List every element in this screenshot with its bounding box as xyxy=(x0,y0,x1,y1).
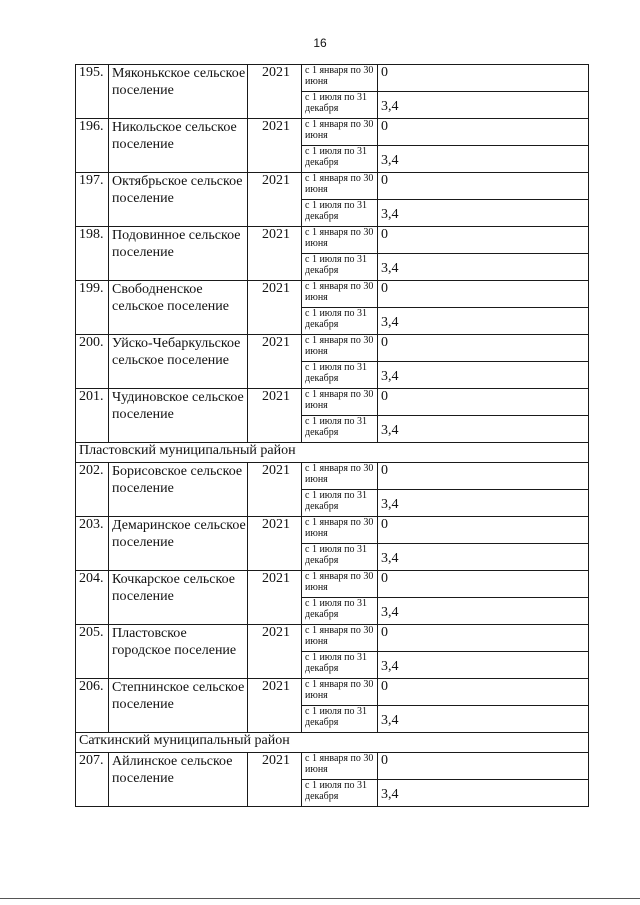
row-number: 199. xyxy=(76,281,109,335)
table-row xyxy=(76,119,589,146)
settlement-name: Уйско-Чебаркульское сельское поселение xyxy=(109,335,248,389)
period-first-half: с 1 января по 30 июня xyxy=(302,571,378,598)
period-second-half: с 1 июля по 31 декабря xyxy=(302,308,378,335)
year-cell: 2021 xyxy=(248,625,302,679)
settlement-name: Мяконькское сельское поселение xyxy=(109,65,248,119)
table-row xyxy=(76,281,589,308)
year-cell: 2021 xyxy=(248,227,302,281)
rate-first-half: 0 xyxy=(378,119,589,146)
period-first-half: с 1 января по 30 июня xyxy=(302,753,378,780)
rate-second-half: 3,4 xyxy=(378,92,589,119)
rate-second-half: 3,4 xyxy=(378,416,589,443)
year-cell: 2021 xyxy=(248,119,302,173)
year-cell: 2021 xyxy=(248,571,302,625)
row-number: 203. xyxy=(76,517,109,571)
row-number: 195. xyxy=(76,65,109,119)
rate-first-half: 0 xyxy=(378,227,589,254)
district-name: Пластовский муниципальный район xyxy=(76,443,589,463)
table-row xyxy=(76,389,589,416)
rate-second-half: 3,4 xyxy=(378,598,589,625)
period-second-half: с 1 июля по 31 декабря xyxy=(302,706,378,733)
settlement-name: Чудиновское сельское поселение xyxy=(109,389,248,443)
rate-second-half: 3,4 xyxy=(378,652,589,679)
year-cell: 2021 xyxy=(248,173,302,227)
period-second-half: с 1 июля по 31 декабря xyxy=(302,200,378,227)
period-first-half: с 1 января по 30 июня xyxy=(302,517,378,544)
table-row xyxy=(76,227,589,254)
rate-first-half: 0 xyxy=(378,679,589,706)
period-second-half: с 1 июля по 31 декабря xyxy=(302,490,378,517)
rate-first-half: 0 xyxy=(378,753,589,780)
table-row xyxy=(76,173,589,200)
year-cell: 2021 xyxy=(248,389,302,443)
year-cell: 2021 xyxy=(248,335,302,389)
table-row xyxy=(76,65,589,92)
period-first-half: с 1 января по 30 июня xyxy=(302,463,378,490)
rate-second-half: 3,4 xyxy=(378,146,589,173)
row-number: 200. xyxy=(76,335,109,389)
period-first-half: с 1 января по 30 июня xyxy=(302,389,378,416)
row-number: 204. xyxy=(76,571,109,625)
period-first-half: с 1 января по 30 июня xyxy=(302,679,378,706)
row-number: 196. xyxy=(76,119,109,173)
period-first-half: с 1 января по 30 июня xyxy=(302,227,378,254)
page-number: 16 xyxy=(313,36,327,50)
row-number: 198. xyxy=(76,227,109,281)
district-row xyxy=(76,443,589,463)
rate-first-half: 0 xyxy=(378,571,589,598)
period-second-half: с 1 июля по 31 декабря xyxy=(302,780,378,807)
rate-second-half: 3,4 xyxy=(378,200,589,227)
settlement-name: Борисовское сельское поселение xyxy=(109,463,248,517)
rate-first-half: 0 xyxy=(378,281,589,308)
year-cell: 2021 xyxy=(248,463,302,517)
year-cell: 2021 xyxy=(248,679,302,733)
table-row xyxy=(76,753,589,780)
rate-first-half: 0 xyxy=(378,625,589,652)
rate-second-half: 3,4 xyxy=(378,362,589,389)
period-first-half: с 1 января по 30 июня xyxy=(302,625,378,652)
period-second-half: с 1 июля по 31 декабря xyxy=(302,544,378,571)
settlement-name: Кочкарское сельское поселение xyxy=(109,571,248,625)
period-first-half: с 1 января по 30 июня xyxy=(302,119,378,146)
table-row xyxy=(76,571,589,598)
rate-second-half: 3,4 xyxy=(378,780,589,807)
settlement-name: Октябрьское сельское поселение xyxy=(109,173,248,227)
year-cell: 2021 xyxy=(248,65,302,119)
period-second-half: с 1 июля по 31 декабря xyxy=(302,362,378,389)
rate-first-half: 0 xyxy=(378,335,589,362)
period-second-half: с 1 июля по 31 декабря xyxy=(302,598,378,625)
rate-second-half: 3,4 xyxy=(378,706,589,733)
settlement-name: Никольское сельское поселение xyxy=(109,119,248,173)
rate-first-half: 0 xyxy=(378,517,589,544)
settlement-name: Свободненское сельское поселение xyxy=(109,281,248,335)
period-second-half: с 1 июля по 31 декабря xyxy=(302,254,378,281)
settlement-name: Пластовское городское поселение xyxy=(109,625,248,679)
period-second-half: с 1 июля по 31 декабря xyxy=(302,92,378,119)
row-number: 197. xyxy=(76,173,109,227)
period-second-half: с 1 июля по 31 декабря xyxy=(302,146,378,173)
district-name: Саткинский муниципальный район xyxy=(76,733,589,753)
row-number: 207. xyxy=(76,753,109,807)
rate-first-half: 0 xyxy=(378,65,589,92)
settlement-name: Айлинское сельское поселение xyxy=(109,753,248,807)
period-second-half: с 1 июля по 31 декабря xyxy=(302,416,378,443)
rate-first-half: 0 xyxy=(378,173,589,200)
row-number: 206. xyxy=(76,679,109,733)
settlement-name: Степнинское сельское поселение xyxy=(109,679,248,733)
row-number: 201. xyxy=(76,389,109,443)
settlement-name: Демаринское сельское поселение xyxy=(109,517,248,571)
period-first-half: с 1 января по 30 июня xyxy=(302,281,378,308)
year-cell: 2021 xyxy=(248,517,302,571)
period-first-half: с 1 января по 30 июня xyxy=(302,335,378,362)
rate-second-half: 3,4 xyxy=(378,254,589,281)
table-body xyxy=(76,65,589,807)
rate-second-half: 3,4 xyxy=(378,544,589,571)
settlement-name: Подовинное сельское поселение xyxy=(109,227,248,281)
table-row xyxy=(76,463,589,490)
table-row xyxy=(76,335,589,362)
period-first-half: с 1 января по 30 июня xyxy=(302,173,378,200)
rate-first-half: 0 xyxy=(378,389,589,416)
period-second-half: с 1 июля по 31 декабря xyxy=(302,652,378,679)
period-first-half: с 1 января по 30 июня xyxy=(302,65,378,92)
rate-second-half: 3,4 xyxy=(378,490,589,517)
rate-first-half: 0 xyxy=(378,463,589,490)
page-bottom-rule xyxy=(0,898,640,899)
table-row xyxy=(76,517,589,544)
district-row xyxy=(76,733,589,753)
row-number: 202. xyxy=(76,463,109,517)
rates-table xyxy=(75,64,589,807)
year-cell: 2021 xyxy=(248,281,302,335)
table-row xyxy=(76,679,589,706)
table-row xyxy=(76,625,589,652)
year-cell: 2021 xyxy=(248,753,302,807)
rate-second-half: 3,4 xyxy=(378,308,589,335)
row-number: 205. xyxy=(76,625,109,679)
